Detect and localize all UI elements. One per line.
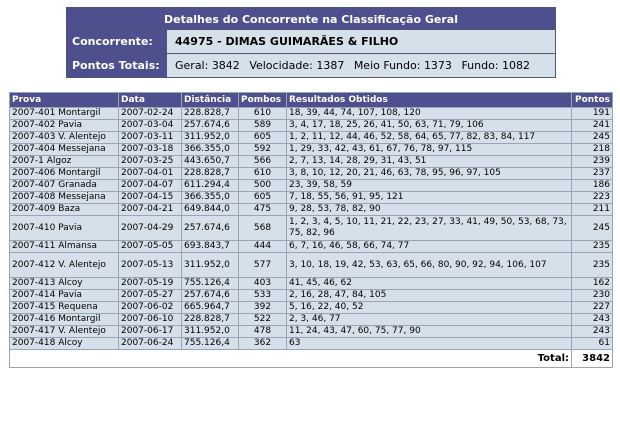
points-geral: Geral: 3842 (175, 59, 240, 72)
cell-data: 2007-04-21 (119, 204, 182, 216)
cell-pontos: 230 (572, 290, 613, 302)
cell-data: 2007-05-05 (119, 241, 182, 253)
competitor-value: 44975 - DIMAS GUIMARÃES & FILHO (167, 30, 556, 54)
table-row (10, 326, 613, 338)
cell-data: 2007-04-07 (119, 180, 182, 192)
cell-pontos: 235 (572, 253, 613, 278)
cell-prova: 2007-406 Montargil (10, 168, 119, 180)
cell-prova: 2007-403 V. Alentejo (10, 132, 119, 144)
cell-data: 2007-06-24 (119, 338, 182, 350)
points-velocidade: Velocidade: 1387 (249, 59, 345, 72)
cell-pontos: 162 (572, 278, 613, 290)
cell-resultados: 2, 16, 28, 47, 84, 105 (287, 290, 572, 302)
col-header-resultados: Resultados Obtidos (287, 93, 572, 108)
cell-pombos: 403 (239, 278, 287, 290)
cell-resultados: 11, 24, 43, 47, 60, 75, 77, 90 (287, 326, 572, 338)
details-title: Detalhes do Concorrente na Classificação Geral (67, 8, 556, 30)
total-label: Total: (10, 350, 572, 368)
cell-prova: 2007-409 Baza (10, 204, 119, 216)
col-header-data: Data (119, 93, 182, 108)
cell-resultados: 7, 18, 55, 56, 91, 95, 121 (287, 192, 572, 204)
cell-distancia: 257.674,6 (182, 120, 239, 132)
cell-pontos: 241 (572, 120, 613, 132)
cell-pombos: 500 (239, 180, 287, 192)
cell-data: 2007-03-11 (119, 132, 182, 144)
cell-prova: 2007-413 Alcoy (10, 278, 119, 290)
total-value: 3842 (572, 350, 613, 368)
table-row (10, 108, 613, 120)
cell-pontos: 223 (572, 192, 613, 204)
points-fundo: Fundo: 1082 (461, 59, 531, 72)
cell-distancia: 228.828,7 (182, 108, 239, 120)
cell-resultados: 5, 16, 22, 40, 52 (287, 302, 572, 314)
cell-prova: 2007-407 Granada (10, 180, 119, 192)
cell-distancia: 311.952,0 (182, 132, 239, 144)
table-row (10, 314, 613, 326)
cell-pombos: 577 (239, 253, 287, 278)
cell-distancia: 311.952,0 (182, 253, 239, 278)
table-row (10, 290, 613, 302)
cell-pombos: 475 (239, 204, 287, 216)
cell-distancia: 257.674,6 (182, 290, 239, 302)
cell-prova: 2007-418 Alcoy (10, 338, 119, 350)
cell-pombos: 566 (239, 156, 287, 168)
table-row (10, 120, 613, 132)
cell-pontos: 235 (572, 241, 613, 253)
cell-resultados: 41, 45, 46, 62 (287, 278, 572, 290)
cell-resultados: 3, 10, 18, 19, 42, 53, 63, 65, 66, 80, 90, 92, 94, 106, 107 (287, 253, 572, 278)
cell-pontos: 239 (572, 156, 613, 168)
cell-prova: 2007-408 Messejana (10, 192, 119, 204)
cell-resultados: 9, 28, 53, 78, 82, 90 (287, 204, 572, 216)
cell-distancia: 665.964,7 (182, 302, 239, 314)
cell-prova: 2007-410 Pavia (10, 216, 119, 241)
cell-distancia: 228.828,7 (182, 314, 239, 326)
cell-pombos: 522 (239, 314, 287, 326)
cell-resultados: 3, 4, 17, 18, 25, 26, 41, 50, 63, 71, 79, 106 (287, 120, 572, 132)
cell-pombos: 392 (239, 302, 287, 314)
cell-pombos: 533 (239, 290, 287, 302)
table-row (10, 204, 613, 216)
cell-prova: 2007-414 Pavia (10, 290, 119, 302)
cell-pontos: 211 (572, 204, 613, 216)
cell-distancia: 611.294,4 (182, 180, 239, 192)
table-row (10, 241, 613, 253)
points-meio-fundo: Meio Fundo: 1373 (353, 59, 452, 72)
table-row (10, 132, 613, 144)
cell-pombos: 605 (239, 132, 287, 144)
table-row (10, 338, 613, 350)
cell-pontos: 243 (572, 326, 613, 338)
table-row (10, 156, 613, 168)
table-row (10, 278, 613, 290)
cell-resultados: 63 (287, 338, 572, 350)
cell-data: 2007-06-17 (119, 326, 182, 338)
cell-pombos: 592 (239, 144, 287, 156)
competitor-details-box (66, 7, 556, 78)
cell-resultados: 6, 7, 16, 46, 58, 66, 74, 77 (287, 241, 572, 253)
cell-data: 2007-05-19 (119, 278, 182, 290)
points-values (167, 54, 556, 78)
table-row (10, 302, 613, 314)
col-header-pontos: Pontos (572, 93, 613, 108)
cell-pombos: 605 (239, 192, 287, 204)
table-row (10, 180, 613, 192)
cell-data: 2007-03-25 (119, 156, 182, 168)
cell-resultados: 23, 39, 58, 59 (287, 180, 572, 192)
cell-distancia: 257.674,6 (182, 216, 239, 241)
cell-resultados: 1, 29, 33, 42, 43, 61, 67, 76, 78, 97, 115 (287, 144, 572, 156)
cell-pombos: 589 (239, 120, 287, 132)
cell-resultados: 1, 2, 3, 4, 5, 10, 11, 21, 22, 23, 27, 33, 41, 49, 50, 53, 68, 73, 75, 82, 96 (287, 216, 572, 241)
cell-pombos: 478 (239, 326, 287, 338)
cell-distancia: 311.952,0 (182, 326, 239, 338)
table-header-row (10, 93, 613, 108)
cell-pontos: 245 (572, 216, 613, 241)
cell-distancia: 366.355,0 (182, 144, 239, 156)
points-label: Pontos Totais: (67, 54, 167, 78)
table-row (10, 216, 613, 241)
cell-data: 2007-04-15 (119, 192, 182, 204)
total-row (10, 350, 613, 368)
cell-pombos: 610 (239, 168, 287, 180)
results-table (9, 92, 613, 368)
cell-prova: 2007-402 Pavia (10, 120, 119, 132)
cell-pombos: 444 (239, 241, 287, 253)
cell-data: 2007-06-02 (119, 302, 182, 314)
cell-prova: 2007-415 Requena (10, 302, 119, 314)
cell-pontos: 245 (572, 132, 613, 144)
cell-distancia: 755.126,4 (182, 278, 239, 290)
cell-pontos: 227 (572, 302, 613, 314)
cell-distancia: 228.828,7 (182, 168, 239, 180)
cell-prova: 2007-401 Montargil (10, 108, 119, 120)
cell-pombos: 362 (239, 338, 287, 350)
cell-distancia: 755.126,4 (182, 338, 239, 350)
cell-distancia: 366.355,0 (182, 192, 239, 204)
table-row (10, 253, 613, 278)
table-row (10, 168, 613, 180)
cell-resultados: 1, 2, 11, 12, 44, 46, 52, 58, 64, 65, 77, 82, 83, 84, 117 (287, 132, 572, 144)
cell-distancia: 693.843,7 (182, 241, 239, 253)
cell-data: 2007-05-13 (119, 253, 182, 278)
cell-data: 2007-03-18 (119, 144, 182, 156)
cell-resultados: 2, 7, 13, 14, 28, 29, 31, 43, 51 (287, 156, 572, 168)
cell-resultados: 18, 39, 44, 74, 107, 108, 120 (287, 108, 572, 120)
cell-distancia: 649.844,0 (182, 204, 239, 216)
col-header-prova: Prova (10, 93, 119, 108)
cell-resultados: 3, 8, 10, 12, 20, 21, 46, 63, 78, 95, 96, 97, 105 (287, 168, 572, 180)
cell-prova: 2007-412 V. Alentejo (10, 253, 119, 278)
cell-data: 2007-04-29 (119, 216, 182, 241)
cell-pontos: 237 (572, 168, 613, 180)
col-header-distancia: Distância (182, 93, 239, 108)
cell-pontos: 186 (572, 180, 613, 192)
cell-pombos: 568 (239, 216, 287, 241)
cell-data: 2007-03-04 (119, 120, 182, 132)
col-header-pombos: Pombos (239, 93, 287, 108)
cell-data: 2007-06-10 (119, 314, 182, 326)
cell-prova: 2007-411 Almansa (10, 241, 119, 253)
cell-pontos: 191 (572, 108, 613, 120)
cell-prova: 2007-404 Messejana (10, 144, 119, 156)
cell-prova: 2007-1 Algoz (10, 156, 119, 168)
table-row (10, 192, 613, 204)
cell-prova: 2007-417 V. Alentejo (10, 326, 119, 338)
cell-resultados: 2, 3, 46, 77 (287, 314, 572, 326)
cell-data: 2007-02-24 (119, 108, 182, 120)
cell-prova: 2007-416 Montargil (10, 314, 119, 326)
table-row (10, 144, 613, 156)
cell-pontos: 243 (572, 314, 613, 326)
cell-data: 2007-05-27 (119, 290, 182, 302)
competitor-label: Concorrente: (67, 30, 167, 54)
cell-pombos: 610 (239, 108, 287, 120)
cell-data: 2007-04-01 (119, 168, 182, 180)
cell-pontos: 61 (572, 338, 613, 350)
cell-pontos: 218 (572, 144, 613, 156)
cell-distancia: 443.650,7 (182, 156, 239, 168)
